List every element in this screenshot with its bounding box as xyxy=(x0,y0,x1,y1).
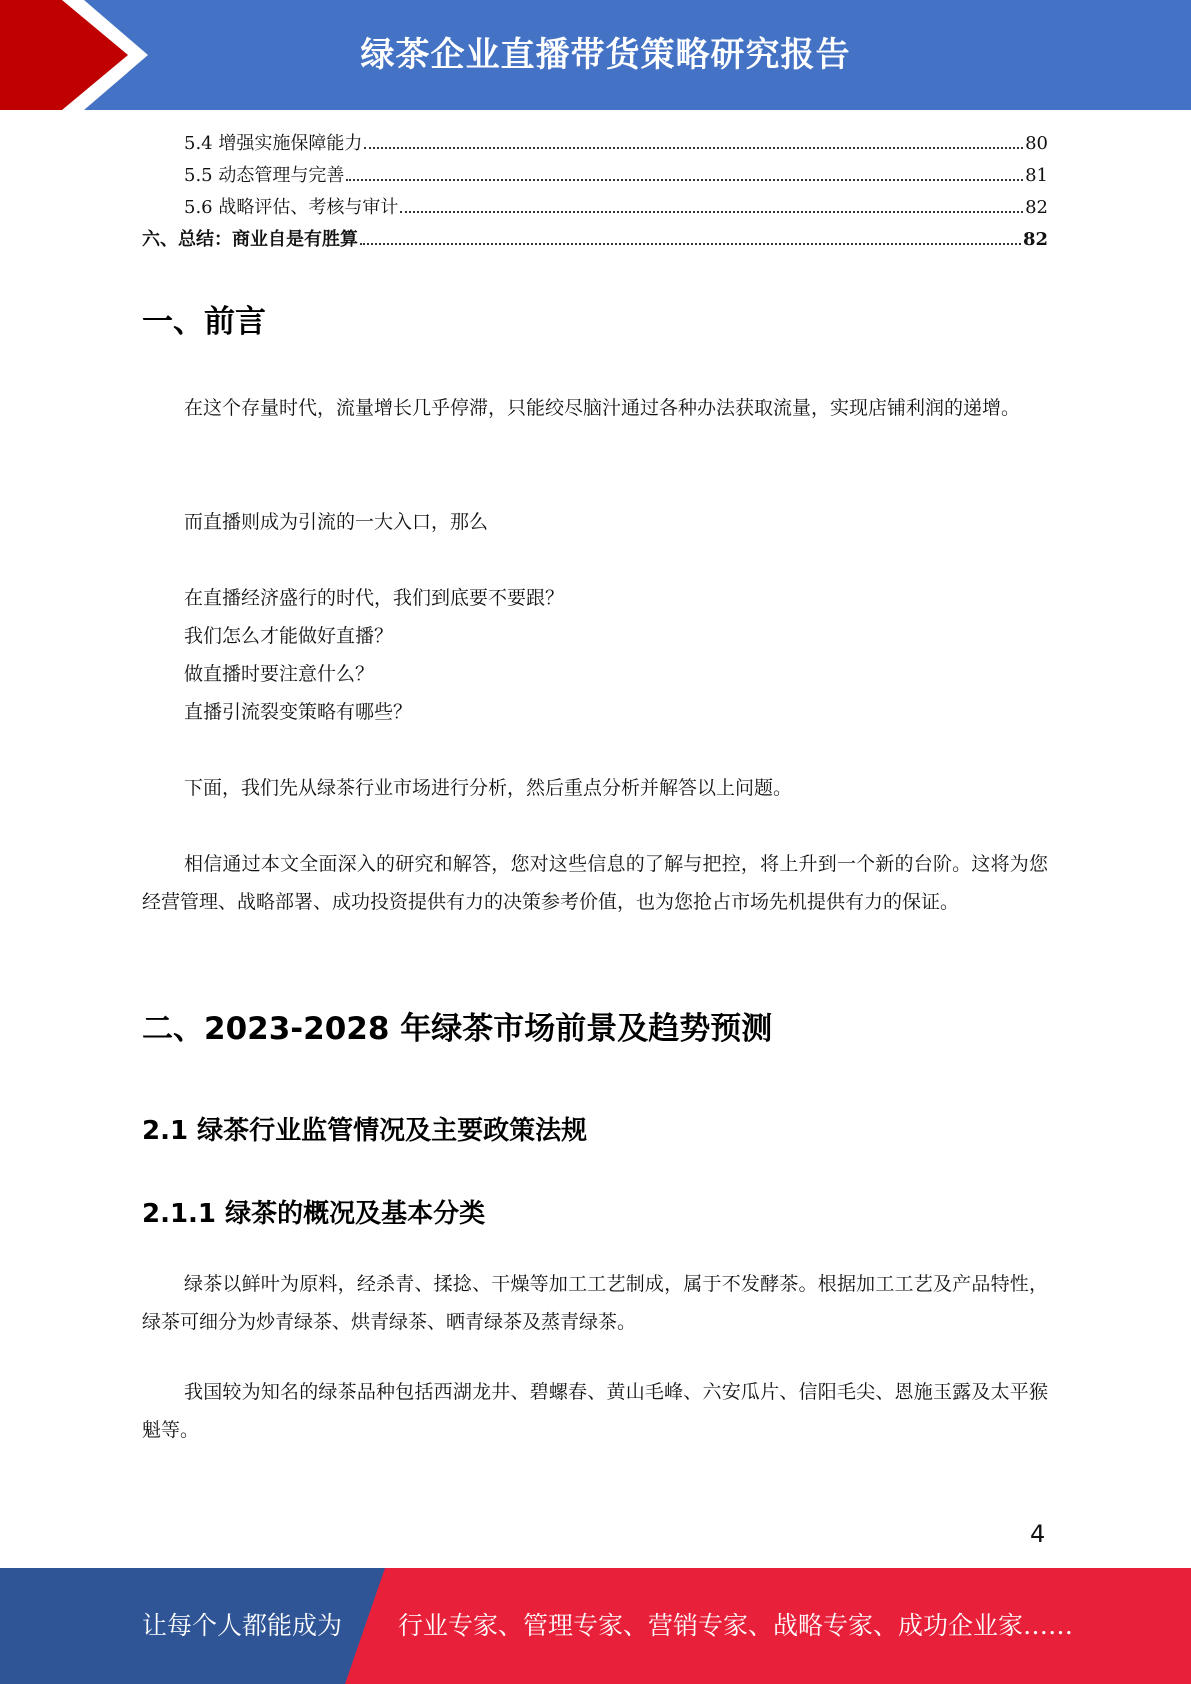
section-heading-preface: 一、前言 xyxy=(142,304,266,340)
toc-entry-page: 81 xyxy=(1025,165,1048,186)
toc-entry[interactable] xyxy=(142,193,1048,225)
question-line: 我们怎么才能做好直播？ xyxy=(184,625,394,647)
toc-entry-label: 5.5 动态管理与完善 xyxy=(184,165,345,186)
section-heading-market-outlook: 二、2023-2028 年绿茶市场前景及趋势预测 xyxy=(142,1011,773,1047)
paragraph: 在这个存量时代，流量增长几乎停滞，只能绞尽脑汁通过各种办法获取流量，实现店铺利润的递增。 xyxy=(184,397,1021,419)
toc-entry[interactable] xyxy=(142,161,1048,193)
toc-entry-label: 5.6 战略评估、考核与审计 xyxy=(184,197,399,218)
toc-entry[interactable] xyxy=(142,225,1048,257)
page-number: 4 xyxy=(1030,1520,1046,1548)
toc-leader-dots xyxy=(400,211,1023,213)
toc-entry[interactable] xyxy=(142,129,1048,161)
toc-leader-dots xyxy=(346,179,1023,181)
footer-slogan-right: 行业专家、管理专家、营销专家、战略专家、成功企业家…… xyxy=(398,1611,1074,1640)
toc-entry-page: 82 xyxy=(1022,229,1048,250)
page-header xyxy=(0,0,1191,110)
toc-entry-page: 82 xyxy=(1025,197,1048,218)
question-line: 直播引流裂变策略有哪些？ xyxy=(184,701,413,723)
paragraph: 相信通过本文全面深入的研究和解答，您对这些信息的了解与把控，将上升到一个新的台阶。这将为您经营管理、战略部署、成功投资提供有力的决策参考价值，也为您抢占市场先机提供有力的保证。 xyxy=(142,853,1048,913)
footer-slogan-left: 让每个人都能成为 xyxy=(142,1611,343,1640)
paragraph: 下面，我们先从绿茶行业市场进行分析，然后重点分析并解答以上问题。 xyxy=(184,777,793,799)
toc-leader-dots xyxy=(360,243,1021,245)
toc-leader-dots xyxy=(364,147,1023,149)
toc-entry-label: 5.4 增强实施保障能力 xyxy=(184,133,363,154)
toc-entry-page: 80 xyxy=(1025,133,1048,154)
question-line: 在直播经济盛行的时代，我们到底要不要跟？ xyxy=(184,587,565,609)
document-title: 绿茶企业直播带货策略研究报告 xyxy=(360,35,851,75)
paragraph: 而直播则成为引流的一大入口，那么 xyxy=(184,511,489,533)
question-line: 做直播时要注意什么？ xyxy=(184,663,375,685)
subsection-heading: 2.1.1 绿茶的概况及基本分类 xyxy=(142,1199,486,1229)
table-of-contents xyxy=(142,129,1048,257)
subsection-heading: 2.1 绿茶行业监管情况及主要政策法规 xyxy=(142,1116,588,1146)
toc-entry-label: 六、总结：商业自是有胜算 xyxy=(142,229,358,250)
paragraph: 我国较为知名的绿茶品种包括西湖龙井、碧螺春、黄山毛峰、六安瓜片、信阳毛尖、恩施玉露及太平猴魁等。 xyxy=(142,1381,1048,1441)
paragraph: 绿茶以鲜叶为原料，经杀青、揉捻、干燥等加工工艺制成，属于不发酵茶。根据加工工艺及产品特性，绿茶可细分为炒青绿茶、烘青绿茶、晒青绿茶及蒸青绿茶。 xyxy=(142,1273,1048,1333)
page-footer xyxy=(0,1568,1191,1684)
